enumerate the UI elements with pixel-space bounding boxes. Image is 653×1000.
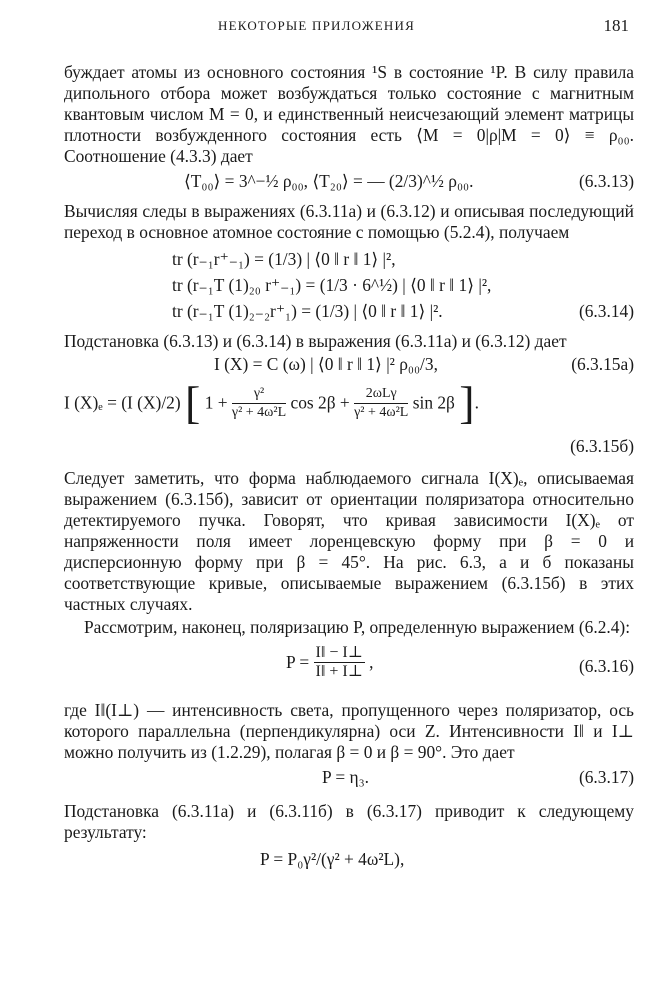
equation-number: (6.3.15б) <box>570 436 634 456</box>
equation-term-1: 1 + <box>204 392 228 413</box>
equation-number: (6.3.17) <box>578 767 634 787</box>
equation-expression: tr (r₋₁r⁺₋₁) = (1/3) | ⟨0 ‖ r ‖ 1⟩ |², <box>172 249 396 269</box>
fraction-1-denominator: γ² + 4ω²L <box>231 404 287 420</box>
fraction-1 <box>232 385 286 422</box>
equation-number: (6.3.14) <box>578 301 634 321</box>
equation-term-2: cos 2β + <box>290 392 350 413</box>
equation-6-3-14a <box>64 245 634 271</box>
equation-6-3-15b <box>64 377 634 438</box>
equation-6-3-15a <box>64 354 634 380</box>
fraction-numerator: I‖ − I⊥ <box>315 644 363 661</box>
equation-expression: I (X) = C (ω) | ⟨0 ‖ r ‖ 1⟩ |² ρ₀₀/3, <box>214 354 438 374</box>
equation-6-3-14b <box>64 271 634 297</box>
equation-expression: P = η₃. <box>322 767 370 787</box>
paragraph-4: Следует заметить, что форма наблюдаемого сигнала I(X)ₑ, описываемая выражением (6.3.15б), зависит от ориентации поляризатора относительно детектируемого пучка. Говорят, что кривая зависимости I(X)ₑ от напряженности поля имеет лоренцевскую форму при β = 0 и дисперсионную форму при β = 45°. На рис. 6.3, а и б показаны соответствующие кривые, описываемые выражением (6.3.15б) в этих частных случаях. <box>64 468 634 614</box>
fraction-2 <box>354 385 408 422</box>
equation-final <box>64 845 634 871</box>
equation-6-3-13 <box>64 169 634 195</box>
paragraph-1: буждает атомы из основного состояния ¹S в состояние ¹P. В силу правила дипольного отбора может возбуждаться только состояние с магнитным квантовым числом M = 0, и единственный неисчезающий элемент матрицы плотности возбужденного состояния есть ⟨M = 0|ρ|M = 0⟩ ≡ ρ₀₀. Соотношение (4.3.3) дает <box>64 62 634 166</box>
equation-lhs: I (X)ₑ = (I (X)/2) <box>64 392 181 413</box>
equation-6-3-14c <box>64 297 634 323</box>
equation-number: (6.3.15а) <box>571 354 634 374</box>
paragraph-6: где I‖(I⊥) — интенсивность света, пропущенного через поляризатор, ось которого параллельна (перпендикулярна) оси Z. Интенсивности I‖ и I⊥ можно получить из (1.2.29), полагая β = 0 и β = 90°. Это дает <box>64 700 634 762</box>
fraction-denominator: I‖ + I⊥ <box>315 663 363 680</box>
equation-6-3-15b-number-row <box>64 438 634 464</box>
equation-expression: tr (r₋₁T (1)₂₋₂r⁺₁) = (1/3) | ⟨0 ‖ r ‖ 1⟩ |². <box>172 301 443 321</box>
polarization-fraction <box>314 644 365 681</box>
equation-expression: P = P₀γ²/(γ² + 4ω²L), <box>260 849 405 869</box>
equation-number: (6.3.16) <box>578 656 634 676</box>
equation-expression: ⟨T₀₀⟩ = 3^−½ ρ₀₀, ⟨T₂₀⟩ = — (2/3)^½ ρ₀₀. <box>184 171 474 191</box>
paragraph-2: Вычисляя следы в выражениях (6.3.11а) и (6.3.12) и описывая последующий переход в основное атомное состояние с помощью (5.2.4), получаем <box>64 201 634 242</box>
left-bracket: [ <box>185 377 201 428</box>
page-number: 181 <box>603 16 629 35</box>
equation-period: . <box>474 392 479 413</box>
page-body <box>64 62 634 871</box>
paragraph-3: Подстановка (6.3.13) и (6.3.14) в выражения (6.3.11а) и (6.3.12) дает <box>64 331 567 351</box>
fraction-2-denominator: γ² + 4ω²L <box>354 404 409 420</box>
running-head: НЕКОТОРЫЕ ПРИЛОЖЕНИЯ <box>218 18 415 33</box>
equation-number: (6.3.13) <box>578 171 634 191</box>
page-header <box>64 18 629 42</box>
equation-comma: , <box>369 652 374 672</box>
equation-lhs: P = <box>286 652 310 672</box>
paragraph-5: Рассмотрим, наконец, поляризацию P, определенную выражением (6.2.4): <box>84 617 631 637</box>
equation-term-3: sin 2β <box>412 392 455 413</box>
equation-6-3-17 <box>64 765 634 791</box>
equation-body <box>64 377 479 428</box>
fraction-2-numerator: 2ωLγ <box>354 385 408 404</box>
equation-expression: tr (r₋₁T (1)₂₀ r⁺₋₁) = (1/3 · 6^½) | ⟨0 ‖ r ‖ 1⟩ |², <box>172 275 492 295</box>
equation-body <box>286 644 373 681</box>
equation-6-3-16 <box>64 640 634 694</box>
right-bracket: ] <box>459 377 475 428</box>
paragraph-7: Подстановка (6.3.11а) и (6.3.11б) в (6.3.17) приводит к следующему результату: <box>64 801 634 842</box>
fraction-1-numerator: γ² <box>232 385 286 404</box>
